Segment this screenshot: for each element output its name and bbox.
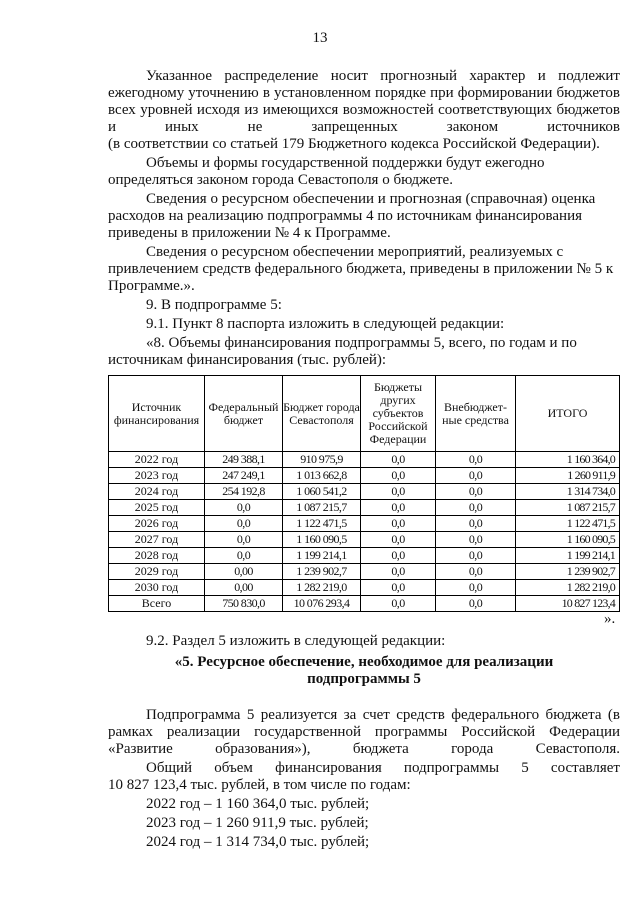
header-other-subjects: Бюджеты других субъектов Российской Федерации (361, 376, 436, 452)
row-label: 2027 год (109, 532, 205, 548)
row-label: 2024 год (109, 484, 205, 500)
other-subjects-value: 0,0 (361, 484, 436, 500)
row-label: Всего (109, 596, 205, 612)
intro-text (108, 68, 620, 369)
paragraph-item-9-1: 9.1. Пункт 8 паспорта изложить в следующей редакции: (146, 316, 505, 332)
paragraph-total-volume: Общий объем финансирования подпрограммы 5 составляет (146, 760, 620, 776)
table-row (109, 532, 620, 548)
header-source: Источник финансирования (109, 376, 205, 452)
paragraph-state-support: Объемы и формы государственной поддержки будут ежегодно определяться законом города Севастополя о бюджете. (108, 155, 545, 188)
other-subjects-value: 0,0 (361, 548, 436, 564)
other-subjects-value: 0,0 (361, 452, 436, 468)
extrabudgetary-value: 0,0 (436, 452, 516, 468)
total-value: 1 122 471,5 (516, 516, 620, 532)
header-extrabudgetary: Внебюджет-ные средства (436, 376, 516, 452)
other-subjects-value: 0,0 (361, 516, 436, 532)
paragraph-federal-info: Сведения о ресурсном обеспечении мероприятий, реализуемых с привлечением средств федерального бюджета, приведены в приложении № 5 к Программе.». (108, 244, 614, 294)
table-row (109, 580, 620, 596)
other-subjects-value: 0,0 (361, 532, 436, 548)
paragraph-forecast-ref: (в соответствии со статьей 179 Бюджетного кодекса Российской Федерации). (108, 136, 600, 152)
table-body (109, 452, 620, 612)
row-label: 2029 год (109, 564, 205, 580)
funding-2024: 2024 год – 1 314 734,0 тыс. рублей; (146, 834, 370, 850)
federal-value: 0,0 (205, 516, 283, 532)
extrabudgetary-value: 0,0 (436, 580, 516, 596)
sevastopol-value: 1 013 662,8 (283, 468, 361, 484)
extrabudgetary-value: 0,0 (436, 516, 516, 532)
table-row (109, 468, 620, 484)
other-subjects-value: 0,0 (361, 596, 436, 612)
extrabudgetary-value: 0,0 (436, 500, 516, 516)
federal-value: 0,00 (205, 580, 283, 596)
table-row (109, 500, 620, 516)
table-row (109, 452, 620, 468)
total-value: 1 160 364,0 (516, 452, 620, 468)
federal-value: 249 388,1 (205, 452, 283, 468)
row-label: 2028 год (109, 548, 205, 564)
sevastopol-value: 1 282 219,0 (283, 580, 361, 596)
table-row (109, 564, 620, 580)
other-subjects-value: 0,0 (361, 580, 436, 596)
sevastopol-value: 910 975,9 (283, 452, 361, 468)
section-5-text (108, 633, 620, 851)
federal-value: 254 192,8 (205, 484, 283, 500)
financing-table (108, 375, 620, 612)
federal-value: 0,00 (205, 564, 283, 580)
federal-value: 750 830,0 (205, 596, 283, 612)
paragraph-forecast: Указанное распределение носит прогнозный характер и подлежит ежегодному уточнению в установленном порядке при формировании бюджетов всех уровней исходя из имеющихся возможностей соответствующих бюджетов и иных не запрещенных законом источников (108, 68, 620, 135)
section-heading-line-2: подпрограммы 5 (307, 671, 421, 687)
extrabudgetary-value: 0,0 (436, 484, 516, 500)
sevastopol-value: 10 076 293,4 (283, 596, 361, 612)
total-value: 1 160 090,5 (516, 532, 620, 548)
extrabudgetary-value: 0,0 (436, 532, 516, 548)
table-row (109, 484, 620, 500)
page-number: 13 (312, 30, 328, 46)
row-label: 2025 год (109, 500, 205, 516)
total-value: 1 314 734,0 (516, 484, 620, 500)
table-row (109, 548, 620, 564)
federal-value: 0,0 (205, 500, 283, 516)
row-label: 2023 год (109, 468, 205, 484)
total-value: 1 087 215,7 (516, 500, 620, 516)
table-row (109, 596, 620, 612)
sevastopol-value: 1 199 214,1 (283, 548, 361, 564)
other-subjects-value: 0,0 (361, 564, 436, 580)
funding-2022: 2022 год – 1 160 364,0 тыс. рублей; (146, 796, 370, 812)
total-value: 1 260 911,9 (516, 468, 620, 484)
other-subjects-value: 0,0 (361, 468, 436, 484)
table-close-quote: ». (604, 611, 616, 627)
federal-value: 247 249,1 (205, 468, 283, 484)
paragraph-total-amount: 10 827 123,4 тыс. рублей, в том числе по годам: (108, 777, 411, 793)
sevastopol-value: 1 122 471,5 (283, 516, 361, 532)
federal-value: 0,0 (205, 532, 283, 548)
sevastopol-value: 1 239 902,7 (283, 564, 361, 580)
row-label: 2022 год (109, 452, 205, 468)
total-value: 10 827 123,4 (516, 596, 620, 612)
paragraph-financing-volumes: «8. Объемы финансирования подпрограммы 5, всего, по годам и по источникам финансирования (тыс. рублей): (108, 335, 577, 368)
extrabudgetary-value: 0,0 (436, 468, 516, 484)
item-9-2: 9.2. Раздел 5 изложить в следующей редакции: (146, 633, 446, 649)
sevastopol-value: 1 160 090,5 (283, 532, 361, 548)
federal-value: 0,0 (205, 548, 283, 564)
other-subjects-value: 0,0 (361, 500, 436, 516)
header-total: ИТОГО (516, 376, 620, 452)
paragraph-funding-sources: Подпрограмма 5 реализуется за счет средств федерального бюджета (в рамках реализации государственной программы Российской Федерации «Развитие образования»), бюджета города Севастополя. (108, 707, 620, 757)
section-heading: «5. Ресурсное обеспечение, необходимое для реализации (174, 654, 554, 670)
sevastopol-value: 1 060 541,2 (283, 484, 361, 500)
row-label: 2026 год (109, 516, 205, 532)
table-row (109, 516, 620, 532)
paragraph-subprogram-5: 9. В подпрограмме 5: (146, 297, 282, 313)
table-header-row (109, 376, 620, 452)
sevastopol-value: 1 087 215,7 (283, 500, 361, 516)
total-value: 1 199 214,1 (516, 548, 620, 564)
extrabudgetary-value: 0,0 (436, 564, 516, 580)
total-value: 1 282 219,0 (516, 580, 620, 596)
extrabudgetary-value: 0,0 (436, 548, 516, 564)
row-label: 2030 год (109, 580, 205, 596)
header-federal: Федеральный бюджет (205, 376, 283, 452)
paragraph-resource-info: Сведения о ресурсном обеспечении и прогнозная (справочная) оценка расходов на реализацию подпрограммы 4 по источникам финансирования приведены в приложении № 4 к Программе. (108, 191, 596, 241)
header-sevastopol: Бюджет города Севастополя (283, 376, 361, 452)
total-value: 1 239 902,7 (516, 564, 620, 580)
extrabudgetary-value: 0,0 (436, 596, 516, 612)
funding-2023: 2023 год – 1 260 911,9 тыс. рублей; (146, 815, 369, 831)
